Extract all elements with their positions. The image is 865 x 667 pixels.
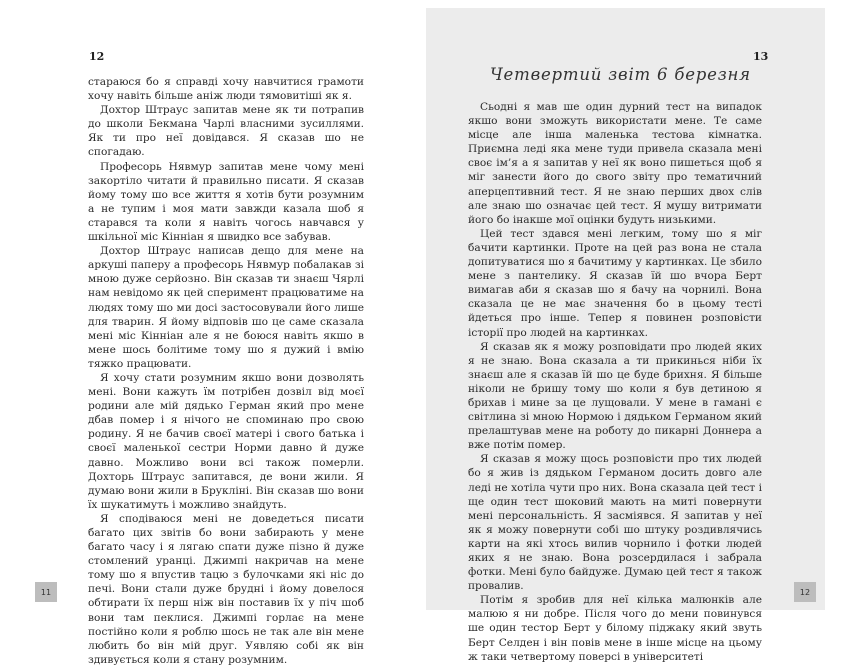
page-number: 12 [89,50,105,63]
body-text [88,75,364,667]
paragraph: Я сказав я можу щось розповісти про тих людей бо я жив із дядьком Германом досить довго але леді не хотіла чути про них. Вона сказала цей тест і ще один тест шоковий мають на миті повернути мені персональність. Я засміявся. Я запитав у неї як я можу повернути собі шо штуку роздивлячись карти на які хтось вилив чорнило і фотки людей яких я не знаю. Вона розсердилася і забрала фотки. Мені було байдуже. Думаю цей тест я також провалив. [468,453,762,593]
folio-badge: 12 [794,582,816,602]
paragraph: Дохтор Штраус запитав мене як ти потрапив до школи Бекмана Чарлі власними зусиллями. Як ти про неї довідався. Я сказав шо не спогадаю. [88,104,364,159]
paragraph: Сьодні я мав ше один дурний тест на випадок якшо вони зможуть використати мене. Те саме місце але інша маленька тестова кімнатка. Приємна леді яка мене туди привела сказала мені своє ім’я а я запитав у неї як воно пишеться щоб я міг занести його до свого звіту про тематичний аперцептивний тест. Я не знаю перших двох слів але знаю шо означає цей тест. Я мушу витримати його бо інакше мої оцінки будуть низькими. [468,101,762,226]
paragraph: Професорь Нявмур запитав мене чому мені закортіло читати й правильно писати. Я сказав йому тому шо все життя я хотів бути розумним а не тупим і моя мати завжди казала шоб я старався та коли я навіть чогось навчався у шкільної міс Кінніан я швидко все забував. [88,160,364,244]
paragraph: стараюся бо я справді хочу навчитися грамоти хочу навіть більше аніж люди тямовитіші як я. [88,76,364,103]
folio-badge: 11 [35,582,57,602]
left-page [33,8,425,666]
paragraph: Я хочу стати розумним якшо вони дозволять мені. Вони кажуть їм потрібен дозвіл від моєї родини але мій дядько Герман який про мене дбав помер і я нічого не споминаю про свою родину. Я не бачив своєї матері і свого батька і своєї маленької сестри Норми давно й дуже давно. Можливо вони всі також померли. Дохторь Штраус запитався, де вони жили. Я думаю вони жили в Брукліні. Він сказав шо вони їх шукатимуть і можливо знайдуть. [88,371,364,511]
chapter-title: Четвертий звіт 6 березня [490,65,751,84]
paragraph: Цей тест здався мені легким, тому шо я міг бачити картинки. Проте на цей раз вона не стала допитуватися шо я бачитиму у картинках. Це збило мене з пантелику. Я сказав їй шо вчора Берт вимагав аби я сказав шо я бачу на чорнилі. Вона сказала це не має значення бо в цьому тесті йдеться про інше. Тепер я повинен розповісти історії про людей на картинках. [468,227,762,339]
paragraph: Я сказав як я можу розповідати про людей яких я не знаю. Вона сказала а ти прикинься ніби їх знаєш але я сказав їй шо це буде брихня. Я більше ніколи не бришу тому шо коли я був детиною я брихав і мине за це лущовали. У мене в гамані є світлина зі мною Нормою і дядьком Германом який прелаштував мене на роботу до пикарні Доннера а вже потім помер. [468,340,762,452]
right-page [426,8,825,663]
paragraph: Я сподіваюся мені не доведеться писати багато цих звітів бо вони забирають у мене багато часу і я лягаю спати дуже пізно й дуже стомлений уранці. Джимпі накричав на мене тому шо я впустив тацю з булочками які ніс до печі. Вони стали дуже брудні і йому довелося обтирати їх перш ніж він поставив їх у піч шоб вони там пеклися. Джимпі горлає на мене постійно коли я роблю шось не так але він мене любить бо він мій друг. Уявляю собі як він здивується коли я стану розумним. [88,512,364,666]
paragraph: Потім я зробив для неї кілька малюнків але малюю я ни добре. Після чого до мени повинувся ше один тестор Берт у білому піджаку який звуть Берт Селден і він повів мене в інше місце на цьому ж таки четвертому поверсі в університеті [468,594,762,663]
body-text [468,100,762,664]
paragraph: Дохтор Штраус написав дещо для мене на аркуші паперу а професорь Нявмур побалакав зі мною дуже серйозно. Він сказав ти знаєш Чярлі нам невідомо як цей сперимент працюватиме на людях тому шо ми досі застосовували його лише для тварин. Я йому відповів шо це саме сказала мені міс Кінніан але я не боюся навіть якшо в мене шось болітиме тому шо я дужий і вмію тяжко працювати. [88,245,364,370]
page-number: 13 [753,50,769,63]
